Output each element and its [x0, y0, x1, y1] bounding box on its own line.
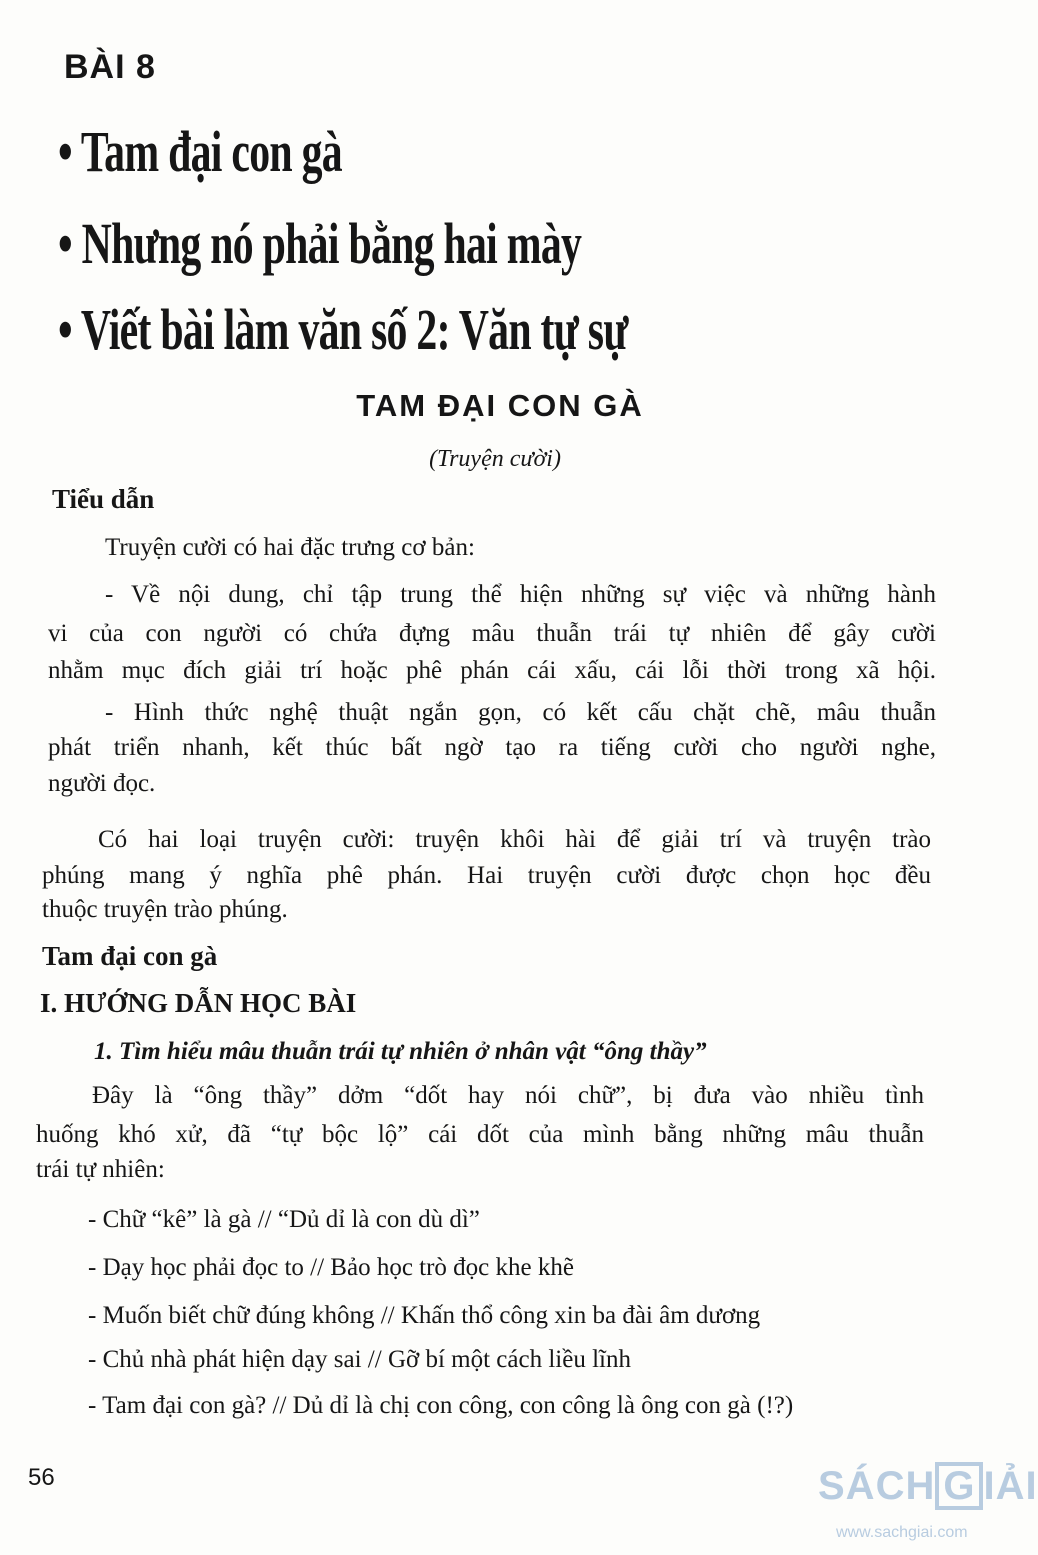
section-heading: Tam đại con gà [42, 941, 218, 971]
intro-line: người đọc. [48, 770, 156, 797]
intro-line: - Hình thức nghệ thuật ngắn gọn, có kết cấu chặt chẽ, mâu thuẫn [105, 699, 936, 726]
story-title: TAM ĐẠI CON GÀ [356, 388, 644, 423]
topic-heading: • Tam đại con gà [58, 119, 342, 184]
topic-heading: • Nhưng nó phải bằng hai mày [58, 211, 582, 276]
subsection-heading: 1. Tìm hiểu mâu thuẫn trái tự nhiên ở nhân vật “ông thầy” [94, 1038, 707, 1065]
topic-text: Viết bài làm văn số 2: Văn tự sự [80, 297, 628, 362]
topic-heading: • Viết bài làm văn số 2: Văn tự sự [58, 297, 628, 362]
intro-line: - Về nội dung, chỉ tập trung thể hiện những sự việc và những hành [105, 581, 936, 608]
intro-line-text: Có hai loại truyện cười: truyện khôi hài để giải trí và truyện trào [98, 826, 931, 853]
page-number: 56 [28, 1464, 55, 1491]
watermark-g-icon: G [935, 1462, 983, 1510]
intro-line [98, 826, 931, 854]
intro-line: nhằm mục đích giải trí hoặc phê phán cái xấu, cái lỗi thời trong xã hội. [48, 657, 936, 684]
topic-text: Nhưng nó phải bằng hai mày [81, 211, 582, 276]
watermark-logo [818, 1462, 1038, 1510]
intro-line: phúng mang ý nghĩa phê phán. Hai truyện cười được chọn học đều [42, 862, 931, 889]
analysis-line: trái tự nhiên: [36, 1156, 165, 1183]
intro-line: vi của con người có chứa đựng mâu thuẫn trái tự nhiên để gây cười [48, 620, 936, 647]
story-genre: (Truyện cười) [429, 446, 561, 472]
contradiction-item: - Muốn biết chữ đúng không // Khấn thổ công xin ba đài âm dương [88, 1302, 761, 1329]
watermark-text: IẢI [983, 1464, 1038, 1508]
contradiction-item: - Chủ nhà phát hiện dạy sai // Gỡ bí một cách liều lĩnh [88, 1346, 631, 1373]
contradiction-item: - Tam đại con gà? // Dủ dỉ là chị con công, con công là ông con gà (!?) [88, 1392, 794, 1419]
intro-line: Truyện cười có hai đặc trưng cơ bản: [105, 534, 475, 561]
contradiction-item: - Dạy học phải đọc to // Bảo học trò đọc khe khẽ [88, 1254, 574, 1281]
topic-text: Tam đại con gà [80, 119, 342, 184]
analysis-line: huống khó xử, đã “tự bộc lộ” cái dốt của mình bằng những mâu thuẫn [36, 1121, 924, 1148]
analysis-line: Đây là “ông thầy” dởm “dốt hay nói chữ”, bị đưa vào nhiều tình [92, 1082, 924, 1109]
lesson-number: BÀI 8 [64, 48, 156, 86]
guide-heading: I. HƯỚNG DẪN HỌC BÀI [40, 988, 357, 1018]
watermark-text: SÁCH [818, 1464, 936, 1508]
intro-line: phát triển nhanh, kết thúc bất ngờ tạo ra tiếng cười cho người nghe, [48, 734, 936, 761]
contradiction-item: - Chữ “kê” là gà // “Dủ dỉ là con dù dì” [88, 1206, 480, 1233]
intro-line: thuộc truyện trào phúng. [42, 896, 288, 923]
watermark-url: www.sachgiai.com [836, 1524, 968, 1541]
intro-heading: Tiểu dẫn [52, 484, 155, 514]
